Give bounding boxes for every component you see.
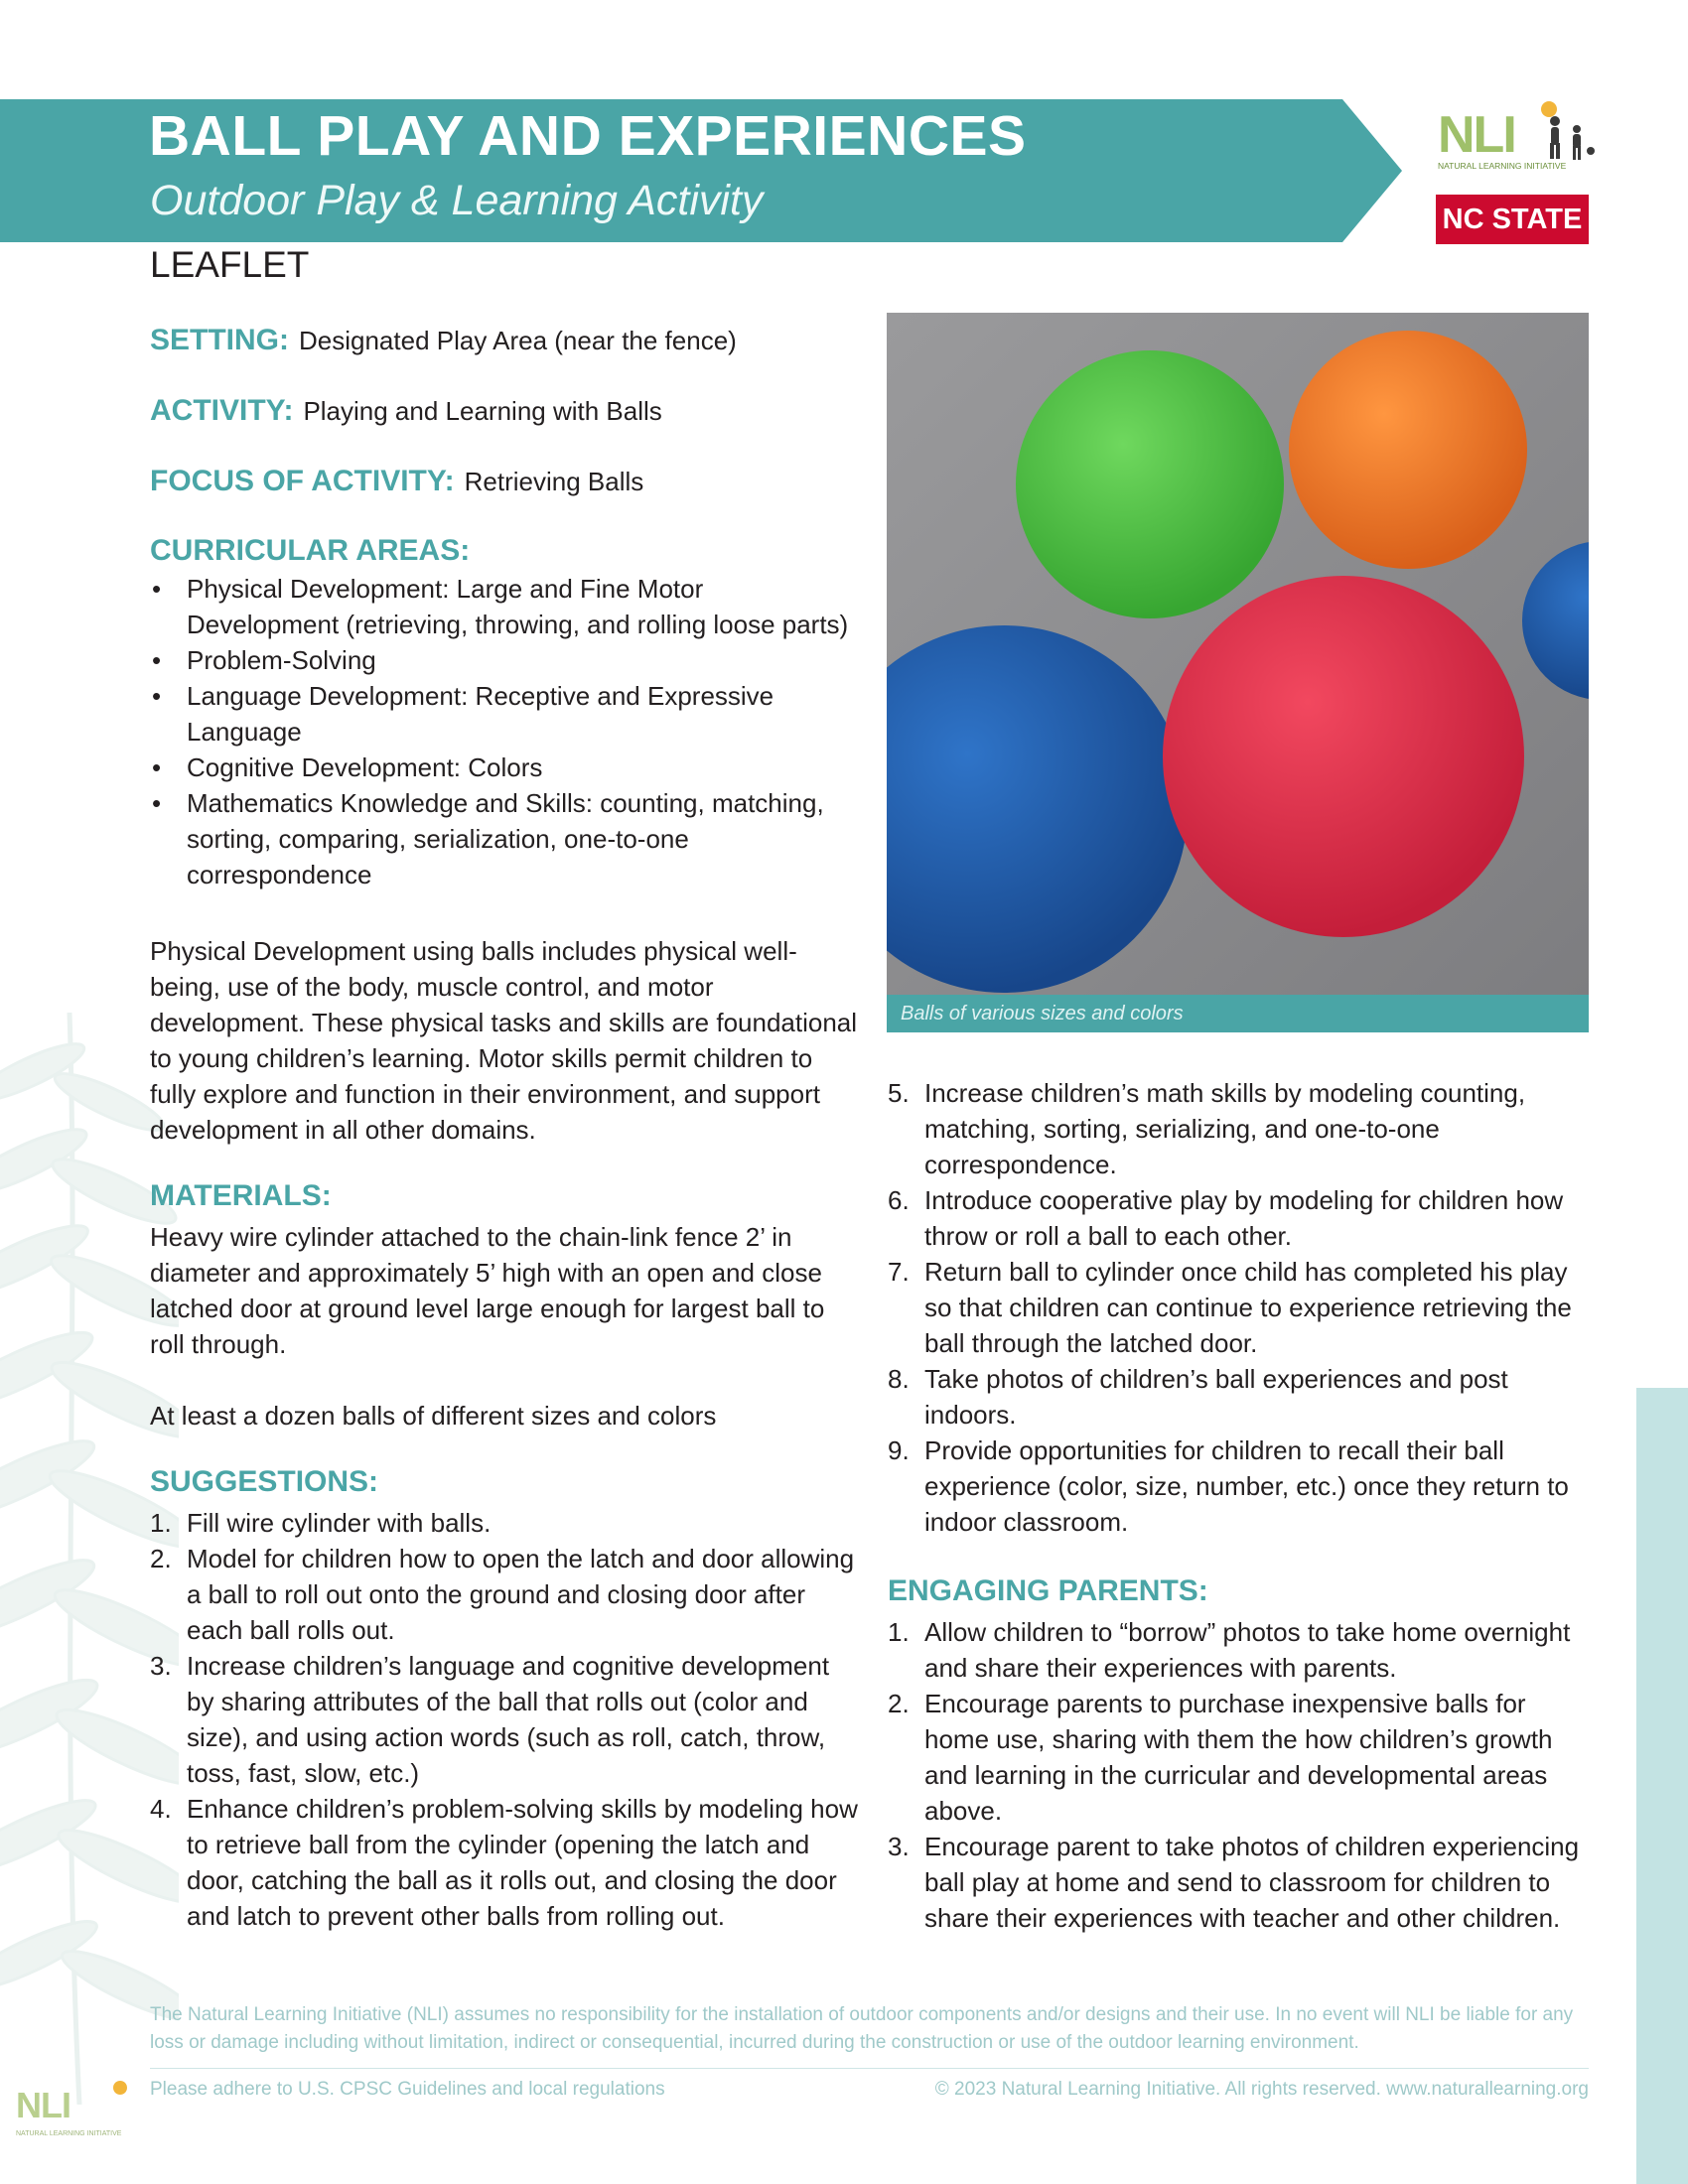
- engaging-parents-list: [888, 1614, 1593, 1936]
- list-number: 3.: [150, 1651, 172, 1681]
- list-item: [888, 1829, 1593, 1936]
- page-title: BALL PLAY AND EXPERIENCES: [149, 104, 1027, 168]
- list-number: 3.: [888, 1832, 910, 1861]
- suggestions-heading: SUGGESTIONS:: [150, 1465, 379, 1498]
- materials-balls-paragraph: At least a dozen balls of different sizes and colors: [150, 1401, 717, 1431]
- list-item: • Problem-Solving: [150, 642, 860, 678]
- side-decoration-strip: [1636, 1388, 1688, 2184]
- setting-value: Designated Play Area (near the fence): [299, 326, 737, 355]
- footer-divider: [150, 2068, 1589, 2069]
- curricular-list: [150, 571, 860, 892]
- nli-footer-logo-tagline: NATURAL LEARNING INITIATIVE: [16, 2130, 122, 2137]
- list-item: [888, 1361, 1593, 1433]
- list-text: Take photos of children’s ball experiences and post indoors.: [924, 1364, 1508, 1430]
- focus-value: Retrieving Balls: [464, 467, 644, 496]
- list-item: [888, 1433, 1593, 1540]
- activity-value: Playing and Learning with Balls: [303, 396, 662, 426]
- list-item: [150, 1541, 860, 1648]
- photo-caption-bar: [887, 995, 1589, 1032]
- list-item: [888, 1254, 1593, 1361]
- list-item: • Cognitive Development: Colors: [150, 750, 860, 785]
- curricular-heading: CURRICULAR AREAS:: [150, 534, 471, 567]
- balls-photo: [887, 313, 1589, 995]
- list-item: • Mathematics Knowledge and Skills: counting, matching, sorting, comparing, serialization, one-to-one correspondence: [150, 785, 860, 892]
- list-text: Increase children’s math skills by modeling counting, matching, sorting, serializing, and one-to-one correspondence.: [924, 1078, 1526, 1179]
- list-text: Fill wire cylinder with balls.: [187, 1508, 492, 1538]
- green-ball: [1016, 350, 1284, 618]
- list-item: [888, 1614, 1593, 1686]
- activity-row: [150, 394, 662, 428]
- list-item: • Physical Development: Large and Fine Motor Development (retrieving, throwing, and rolling loose parts): [150, 571, 860, 642]
- list-item: [888, 1686, 1593, 1829]
- list-text: Encourage parents to purchase inexpensive balls for home use, sharing with them the how children’s growth and learning in the curricular and developmental areas above.: [924, 1689, 1553, 1826]
- list-number: 5.: [888, 1078, 910, 1108]
- nli-logo-tagline: NATURAL LEARNING INITIATIVE: [1438, 161, 1567, 171]
- materials-heading: MATERIALS:: [150, 1179, 332, 1212]
- list-item: • Language Development: Receptive and Expressive Language: [150, 678, 860, 750]
- list-number: 2.: [150, 1544, 172, 1573]
- list-item: [888, 1182, 1593, 1254]
- children-figures-icon: [1541, 113, 1597, 163]
- footer-copyright-text: © 2023 Natural Learning Initiative. All rights reserved. www.naturallearning.org: [934, 2079, 1589, 2100]
- list-number: 9.: [888, 1435, 910, 1465]
- materials-paragraph: Heavy wire cylinder attached to the chain-link fence 2’ in diameter and approximately 5’ high with an open and close latched door at ground level large enough for largest ball to roll through.: [150, 1222, 825, 1359]
- list-number: 6.: [888, 1185, 910, 1215]
- list-item: [150, 1505, 860, 1541]
- orange-ball: [1289, 331, 1527, 569]
- focus-row: [150, 465, 643, 498]
- document-type-label: LEAFLET: [150, 244, 310, 285]
- nc-state-logo: NC STATE: [1436, 195, 1589, 244]
- focus-label: FOCUS OF ACTIVITY:: [150, 465, 455, 497]
- list-number: 1.: [888, 1617, 910, 1647]
- suggestions-list-continued: [888, 1075, 1593, 1540]
- list-text: Encourage parent to take photos of children experiencing ball play at home and send to classroom for children to share their experiences with teacher and other children.: [924, 1832, 1580, 1933]
- list-number: 1.: [150, 1508, 172, 1538]
- nli-logo-letters: NLI: [1438, 106, 1515, 164]
- footer-guidelines-text: Please adhere to U.S. CPSC Guidelines and local regulations: [150, 2079, 665, 2100]
- activity-label: ACTIVITY:: [150, 394, 294, 427]
- list-text: Return ball to cylinder once child has completed his play so that children can continue to experience retrieving the ball through the latched door.: [924, 1257, 1572, 1358]
- list-item: [888, 1075, 1593, 1182]
- sun-icon: [113, 2081, 127, 2095]
- list-text: Increase children’s language and cognitive development by sharing attributes of the ball that rolls out (color and size), and using action words (such as roll, catch, throw, toss, fast, slow, etc.): [187, 1651, 830, 1788]
- setting-label: SETTING:: [150, 324, 289, 356]
- list-number: 7.: [888, 1257, 910, 1287]
- list-item: [150, 1791, 860, 1934]
- list-item: [150, 1648, 860, 1791]
- balls-illustration: [887, 313, 1589, 995]
- nli-logo: [1430, 99, 1599, 179]
- engaging-parents-heading: ENGAGING PARENTS:: [888, 1574, 1208, 1607]
- page-subtitle: Outdoor Play & Learning Activity: [150, 177, 764, 224]
- physical-development-paragraph: Physical Development using balls includes physical well-being, use of the body, muscle control, and motor development. These physical tasks and skills are foundational to young children’s learning. Motor skills permit children to fully explore and function in their environment, and support development in all other domains.: [150, 936, 858, 1145]
- list-text: Model for children how to open the latch and door allowing a ball to roll out onto the ground and closing door after each ball rolls out.: [187, 1544, 855, 1645]
- list-text: Allow children to “borrow” photos to take home overnight and share their experiences with parents.: [924, 1617, 1571, 1683]
- pink-ball: [1163, 576, 1524, 937]
- photo-caption: Balls of various sizes and colors: [901, 1002, 1184, 1024]
- list-text: Introduce cooperative play by modeling for children how throw or roll a ball to each other.: [924, 1185, 1564, 1251]
- setting-row: [150, 324, 737, 357]
- list-number: 4.: [150, 1794, 172, 1824]
- nli-footer-logo: [16, 2079, 145, 2148]
- disclaimer-text: The Natural Learning Initiative (NLI) assumes no responsibility for the installation of outdoor components and/or designs and their use. In no event will NLI be liable for any loss or damage including without limitation, indirect or consequential, incurred during the construction or use of the outdoor learning environment.: [150, 2004, 1574, 2053]
- list-number: 8.: [888, 1364, 910, 1394]
- suggestions-list: [150, 1505, 860, 1934]
- list-text: Provide opportunities for children to recall their ball experience (color, size, number, etc.) once they return to indoor classroom.: [924, 1435, 1569, 1537]
- list-number: 2.: [888, 1689, 910, 1718]
- nli-footer-logo-letters: NLI: [16, 2085, 70, 2125]
- list-text: Enhance children’s problem-solving skills by modeling how to retrieve ball from the cylinder (opening the latch and door, catching the ball as it rolls out, and closing the door and latch to prevent other balls from rolling out.: [187, 1794, 858, 1931]
